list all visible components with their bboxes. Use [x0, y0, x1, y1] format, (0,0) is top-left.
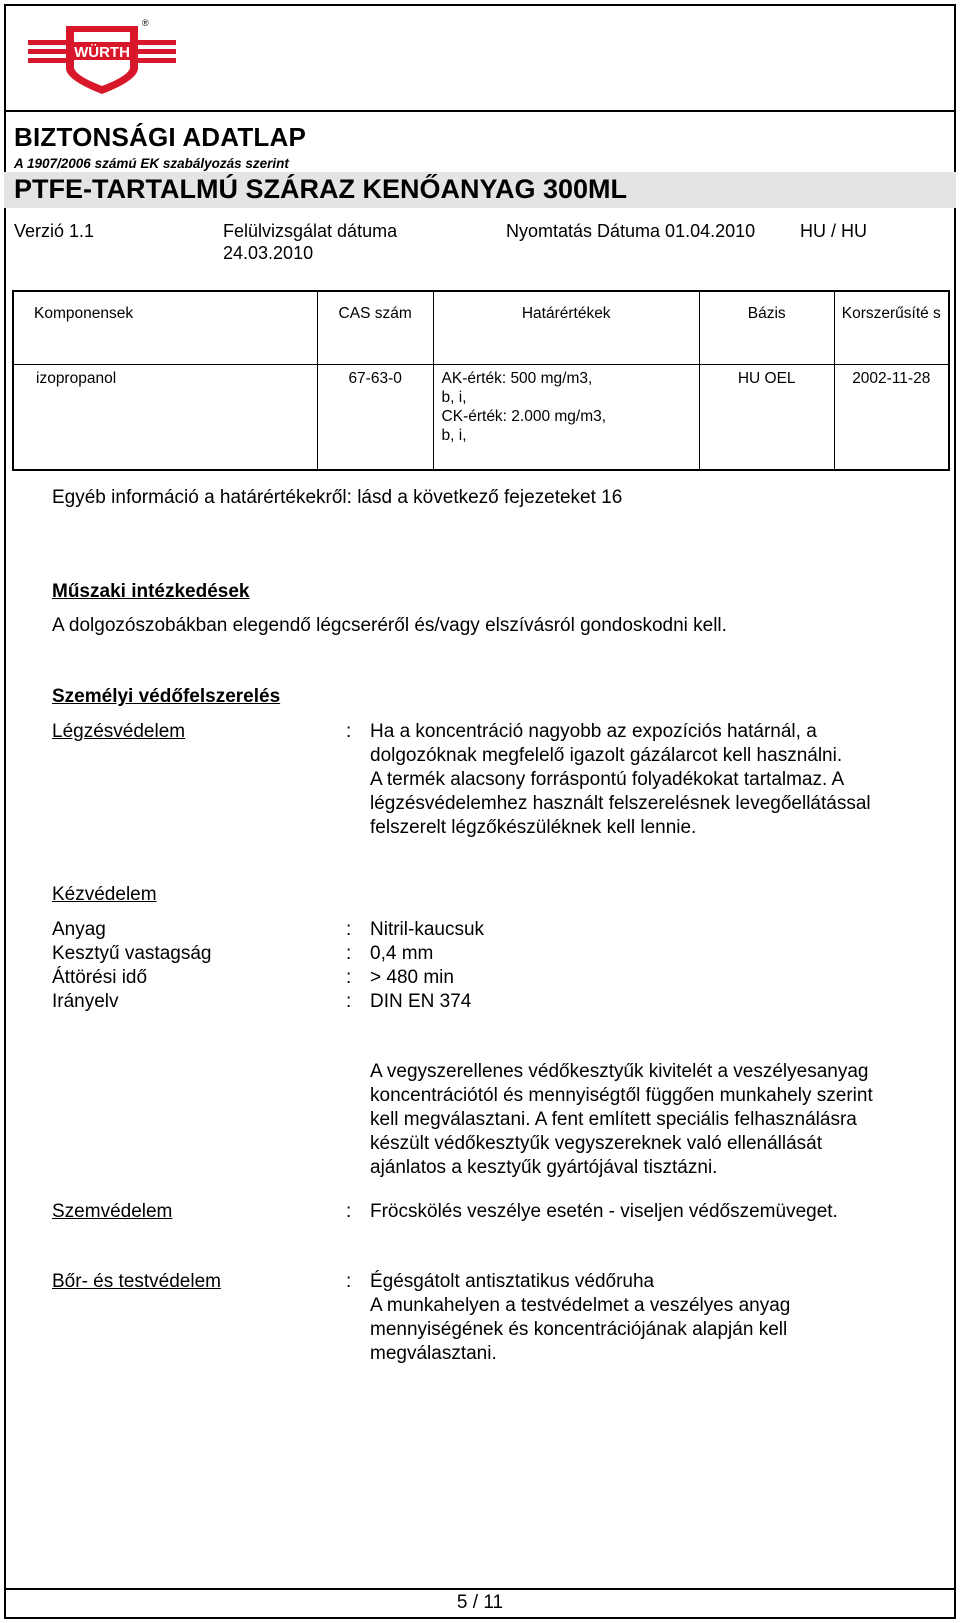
text-line: Égésgátolt antisztatikus védőruha: [370, 1271, 655, 1292]
colon: :: [346, 919, 352, 940]
text-line: légzésvédelemhez használt felszerelésnek levegőellátással: [370, 793, 871, 814]
text-line: megválasztani.: [370, 1343, 497, 1364]
text-line: A vegyszerellenes védőkesztyűk kivitelét a veszélyesanyag: [370, 1061, 869, 1082]
cell-basis: HU OEL: [699, 365, 834, 471]
hand-standard-value: DIN EN 374: [370, 991, 472, 1012]
document-title: BIZTONSÁGI ADATLAP: [14, 122, 306, 152]
ppe-heading: Személyi védőfelszerelés: [52, 686, 281, 707]
version: Verzió 1.1: [14, 221, 95, 241]
table-row: [13, 365, 949, 471]
col-limits: Határértékek: [433, 291, 699, 365]
cell-updated: 2002-11-28: [834, 365, 949, 471]
text-line: A munkahelyen a testvédelmet a veszélyes anyag: [370, 1295, 791, 1316]
text-line: kell megválasztani. A fent említett speciális felhasználásra: [370, 1109, 857, 1130]
document-subtitle: A 1907/2006 számú EK szabályozás szerint: [14, 156, 289, 171]
cell-cas: 67-63-0: [317, 365, 433, 471]
hand-material-value: Nitril-kaucsuk: [370, 919, 485, 940]
skin-label: Bőr- és testvédelem: [52, 1271, 221, 1292]
text-line: ajánlatos a kesztyűk gyártójával tisztázni.: [370, 1157, 718, 1178]
limit-line: AK-érték: 500 mg/m3,: [441, 370, 593, 387]
limit-line: b, i,: [441, 427, 467, 444]
header-divider: [4, 110, 956, 112]
respiratory-text: [370, 720, 940, 840]
text-line: A termék alacsony forráspontú folyadékokat tartalmaz. A: [370, 769, 845, 790]
text-line: Ha a koncentráció nagyobb az expozíciós határnál, a: [370, 721, 817, 742]
cell-limits: [433, 365, 699, 471]
hand-note: [370, 1060, 940, 1180]
logo-text: WÜRTH: [74, 44, 130, 61]
components-table: [12, 290, 950, 471]
eye-label: Szemvédelem: [52, 1201, 173, 1222]
limit-line: CK-érték: 2.000 mg/m3,: [441, 408, 607, 425]
hand-material-label: Anyag: [52, 919, 106, 940]
other-info: Egyéb információ a határértékekről: lásd a következő fejezeteket 16: [52, 487, 623, 508]
colon: :: [346, 1201, 352, 1222]
revision-date: 24.03.2010: [223, 243, 314, 263]
eye-text: Fröcskölés veszélye esetén - viseljen védőszemüveget.: [370, 1201, 838, 1222]
footer-divider: [4, 1588, 956, 1590]
col-updated: Korszerűsíté s: [834, 291, 949, 365]
text-line: mennyiségének és koncentrációjának alapján kell: [370, 1319, 788, 1340]
wurth-logo: [28, 14, 176, 98]
product-name: PTFE-TARTALMÚ SZÁRAZ KENŐANYAG 300ML: [14, 174, 628, 204]
page-number: 5 / 11: [456, 1592, 504, 1613]
cell-component: izopropanol: [13, 365, 317, 471]
hand-breakthrough-label: Áttörési idő: [52, 967, 148, 988]
technical-text: A dolgozószobákban elegendő légcseréről és/vagy elszívásról gondoskodni kell.: [52, 615, 727, 636]
hand-thickness-label: Kesztyű vastagság: [52, 943, 212, 964]
logo-registered-mark: ®: [142, 18, 149, 28]
limit-line: b, i,: [441, 389, 467, 406]
colon: :: [346, 943, 352, 964]
revision-label: Felülvizsgálat dátuma: [223, 221, 398, 241]
hand-breakthrough-value: > 480 min: [370, 967, 454, 988]
text-line: koncentrációtól és mennyiségtől függően munkahely szerint: [370, 1085, 873, 1106]
text-line: készült védőkesztyűk vegyszereknek való ellenállását: [370, 1133, 823, 1154]
col-basis: Bázis: [699, 291, 834, 365]
table-header-row: [13, 291, 949, 365]
print-date: Nyomtatás Dátuma 01.04.2010: [506, 221, 756, 241]
technical-heading: Műszaki intézkedések: [52, 581, 250, 602]
hand-thickness-value: 0,4 mm: [370, 943, 434, 964]
colon: :: [346, 967, 352, 988]
text-line: dolgozóknak megfelelő igazolt gázálarcot kell használni.: [370, 745, 843, 766]
colon: :: [346, 991, 352, 1012]
text-line: felszerelt légzőkészüléknek kell lennie.: [370, 817, 697, 838]
col-components: Komponensek: [13, 291, 317, 365]
locale: HU / HU: [800, 221, 867, 241]
respiratory-label: Légzésvédelem: [52, 721, 186, 742]
hand-standard-label: Irányelv: [52, 991, 119, 1012]
skin-text: [370, 1270, 940, 1366]
revision-block: [223, 220, 397, 264]
col-cas: CAS szám: [317, 291, 433, 365]
colon: :: [346, 1271, 352, 1292]
respiratory-colon: :: [346, 721, 352, 742]
hand-label: Kézvédelem: [52, 884, 157, 905]
